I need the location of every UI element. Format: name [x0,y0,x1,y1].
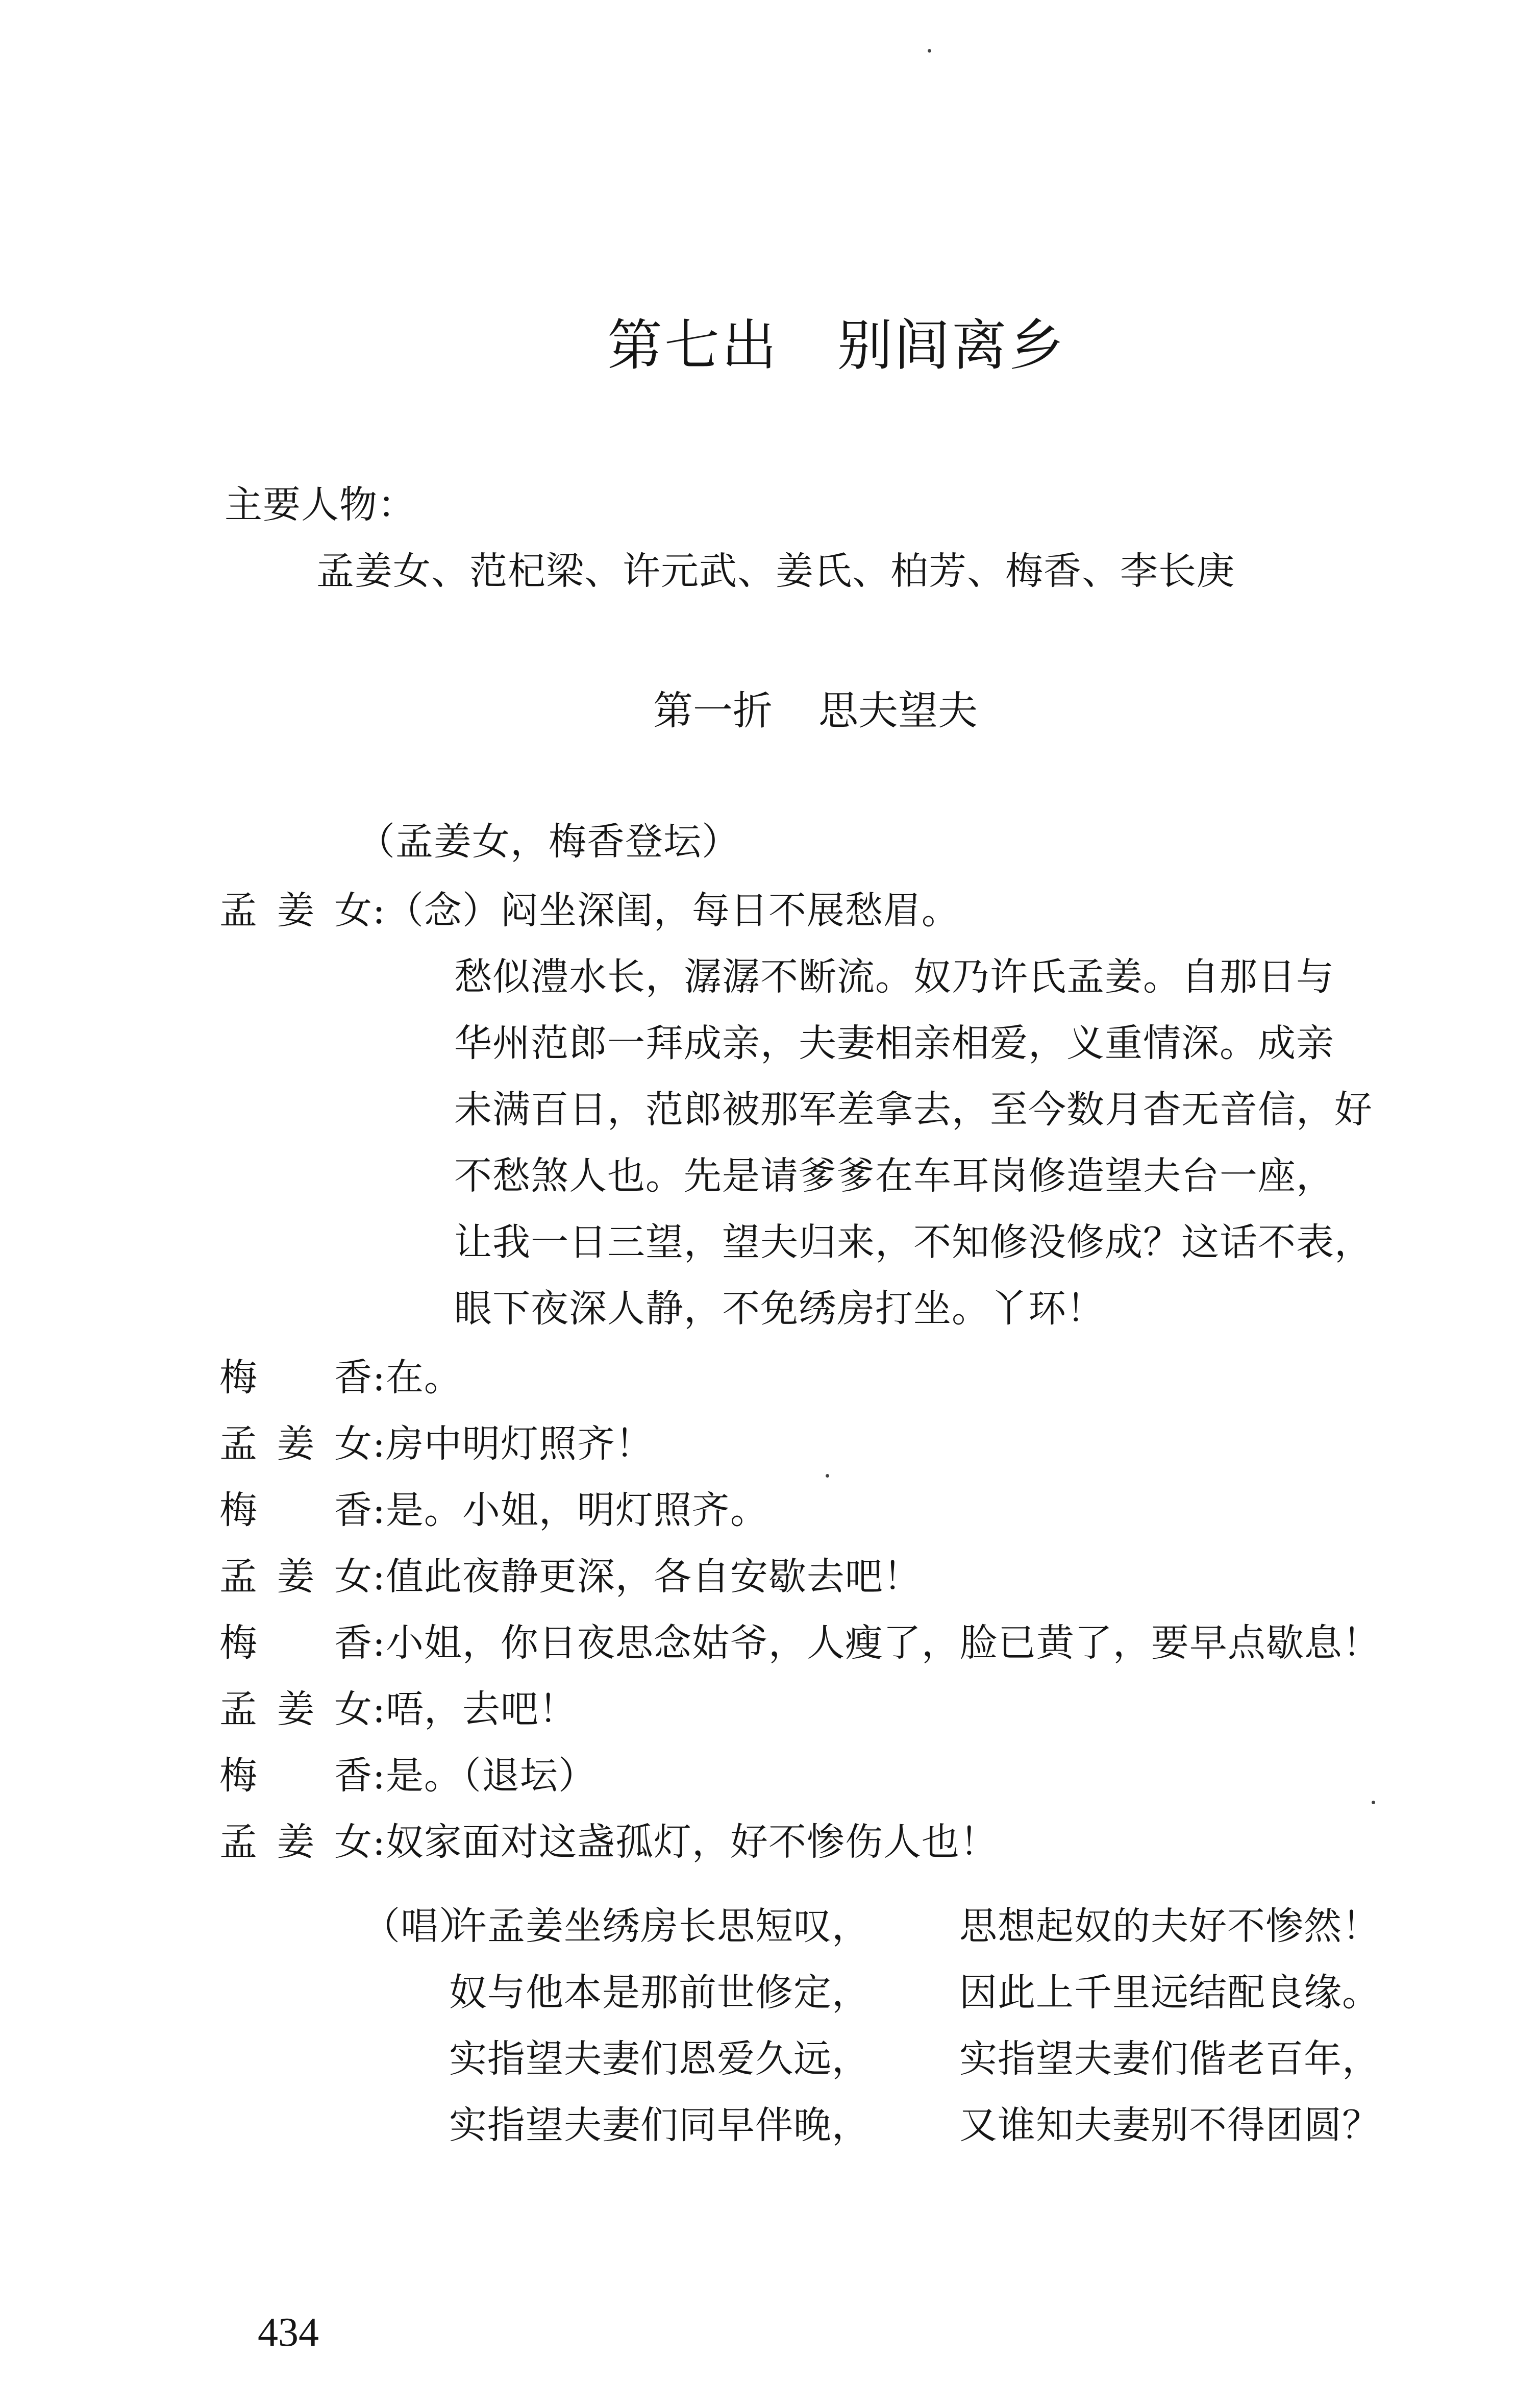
dialogue-text: 奴家面对这盏孤灯，好不惨伤人也！ [385,1820,998,1864]
dialogue-text: 房中明灯照齐！ [385,1422,654,1466]
dialogue-text: 小姐，你日夜思念姑爷，人瘦了，脸已黄了，要早点歇息！ [385,1621,1381,1665]
dialogue-line [219,1480,1381,1546]
dialogue-line [219,1414,1381,1480]
speaker-colon: : [372,1754,386,1798]
speaker-colon: : [372,1356,386,1399]
speaker-name: 孟姜女 [219,1422,372,1466]
speaker-name: 孟姜女 [219,1555,372,1599]
monologue-line: 眼下夜深人静，不免绣房打坐。丫环！ [454,1287,1105,1331]
verse-line [449,2095,1380,2161]
dialogue-text: 唔，去吧！ [385,1687,577,1731]
song-cue: （唱） [362,1904,477,1948]
monologue-line: 让我一日三望，望夫归来，不知修没修成？这话不表， [454,1220,1373,1264]
dialogue-text: 是。小姐，明灯照齐。 [385,1488,768,1532]
characters-list: 孟姜女、范杞梁、许元武、姜氏、柏芳、梅香、李长庚 [316,549,1235,593]
verse-left: 实指望夫妻们同早伴晚， [449,2103,870,2147]
section-title [653,679,978,736]
speaker-name: 梅香 [219,1621,372,1665]
dialogue-line [219,1546,1381,1613]
speaker-name: 梅香 [219,1754,372,1798]
dialogue-line [219,1347,1381,1414]
speaker-colon: : [372,1422,386,1466]
chapter-number: 第七出 [607,314,779,378]
verse-left: 奴与他本是那前世修定， [449,1971,870,2015]
dialogue-text: 在。 [385,1356,462,1399]
monologue-block [454,947,1373,1345]
section-name: 思夫望夫 [818,688,978,734]
verse-right: 又谁知夫妻别不得团圆？ [959,2103,1380,2147]
speaker-colon: : [372,1820,386,1864]
chapter-name: 别闾离乡 [837,314,1066,378]
exchange-block [219,1347,1381,1878]
dialogue-text: 值此夜静更深，各自安歇去吧！ [385,1555,922,1599]
speaker-colon: : [372,1555,386,1599]
verse-line [449,2029,1380,2095]
stage-direction: （孟姜女，梅香登坛） [357,820,740,864]
scan-speck [928,49,931,53]
monologue-line: 不愁煞人也。先是请爹爹在车耳岗修造望夫台一座， [454,1154,1334,1198]
speaker-name: 孟姜女 [219,889,372,932]
verse-line [449,1962,1380,2029]
page-number: 434 [258,2310,319,2355]
verse-right: 思想起奴的夫好不惨然！ [959,1904,1380,1948]
verse-left: 实指望夫妻们恩爱久远， [449,2037,870,2081]
dialogue-text: （念）闷坐深闺，每日不展愁眉。 [385,889,960,932]
characters-label: 主要人物： [225,483,416,527]
speaker-colon: : [372,889,386,932]
verse-line [449,1896,1380,1962]
speaker-name: 梅香 [219,1488,372,1532]
monologue-line: 未满百日，范郎被那军差拿去，至今数月杳无音信，好 [454,1088,1373,1132]
dialogue-text: 是。（退坛） [385,1754,597,1798]
monologue-line: 愁似澧水长，潺潺不断流。奴乃许氏孟姜。自那日与 [454,955,1334,999]
dialogue-line [219,880,960,935]
speaker-name: 孟姜女 [219,1820,372,1864]
speaker-colon: : [372,1488,386,1532]
section-number: 第一折 [653,688,773,734]
chapter-title [607,301,1066,380]
verse-left: 许孟姜坐绣房长思短叹， [449,1904,870,1948]
dialogue-line [219,1812,1381,1878]
speaker-colon: : [372,1621,386,1665]
verse-right: 实指望夫妻们偕老百年， [959,2037,1380,2081]
dialogue-line [219,1613,1381,1679]
dialogue-line [219,1746,1381,1812]
song-verse [449,1896,1380,2161]
monologue-line: 华州范郎一拜成亲，夫妻相亲相爱，义重情深。成亲 [454,1021,1334,1065]
dialogue-line [219,1679,1381,1746]
speaker-name: 梅香 [219,1356,372,1399]
speaker-name: 孟姜女 [219,1687,372,1731]
speaker-colon: : [372,1687,386,1731]
verse-right: 因此上千里远结配良缘。 [959,1971,1380,2015]
